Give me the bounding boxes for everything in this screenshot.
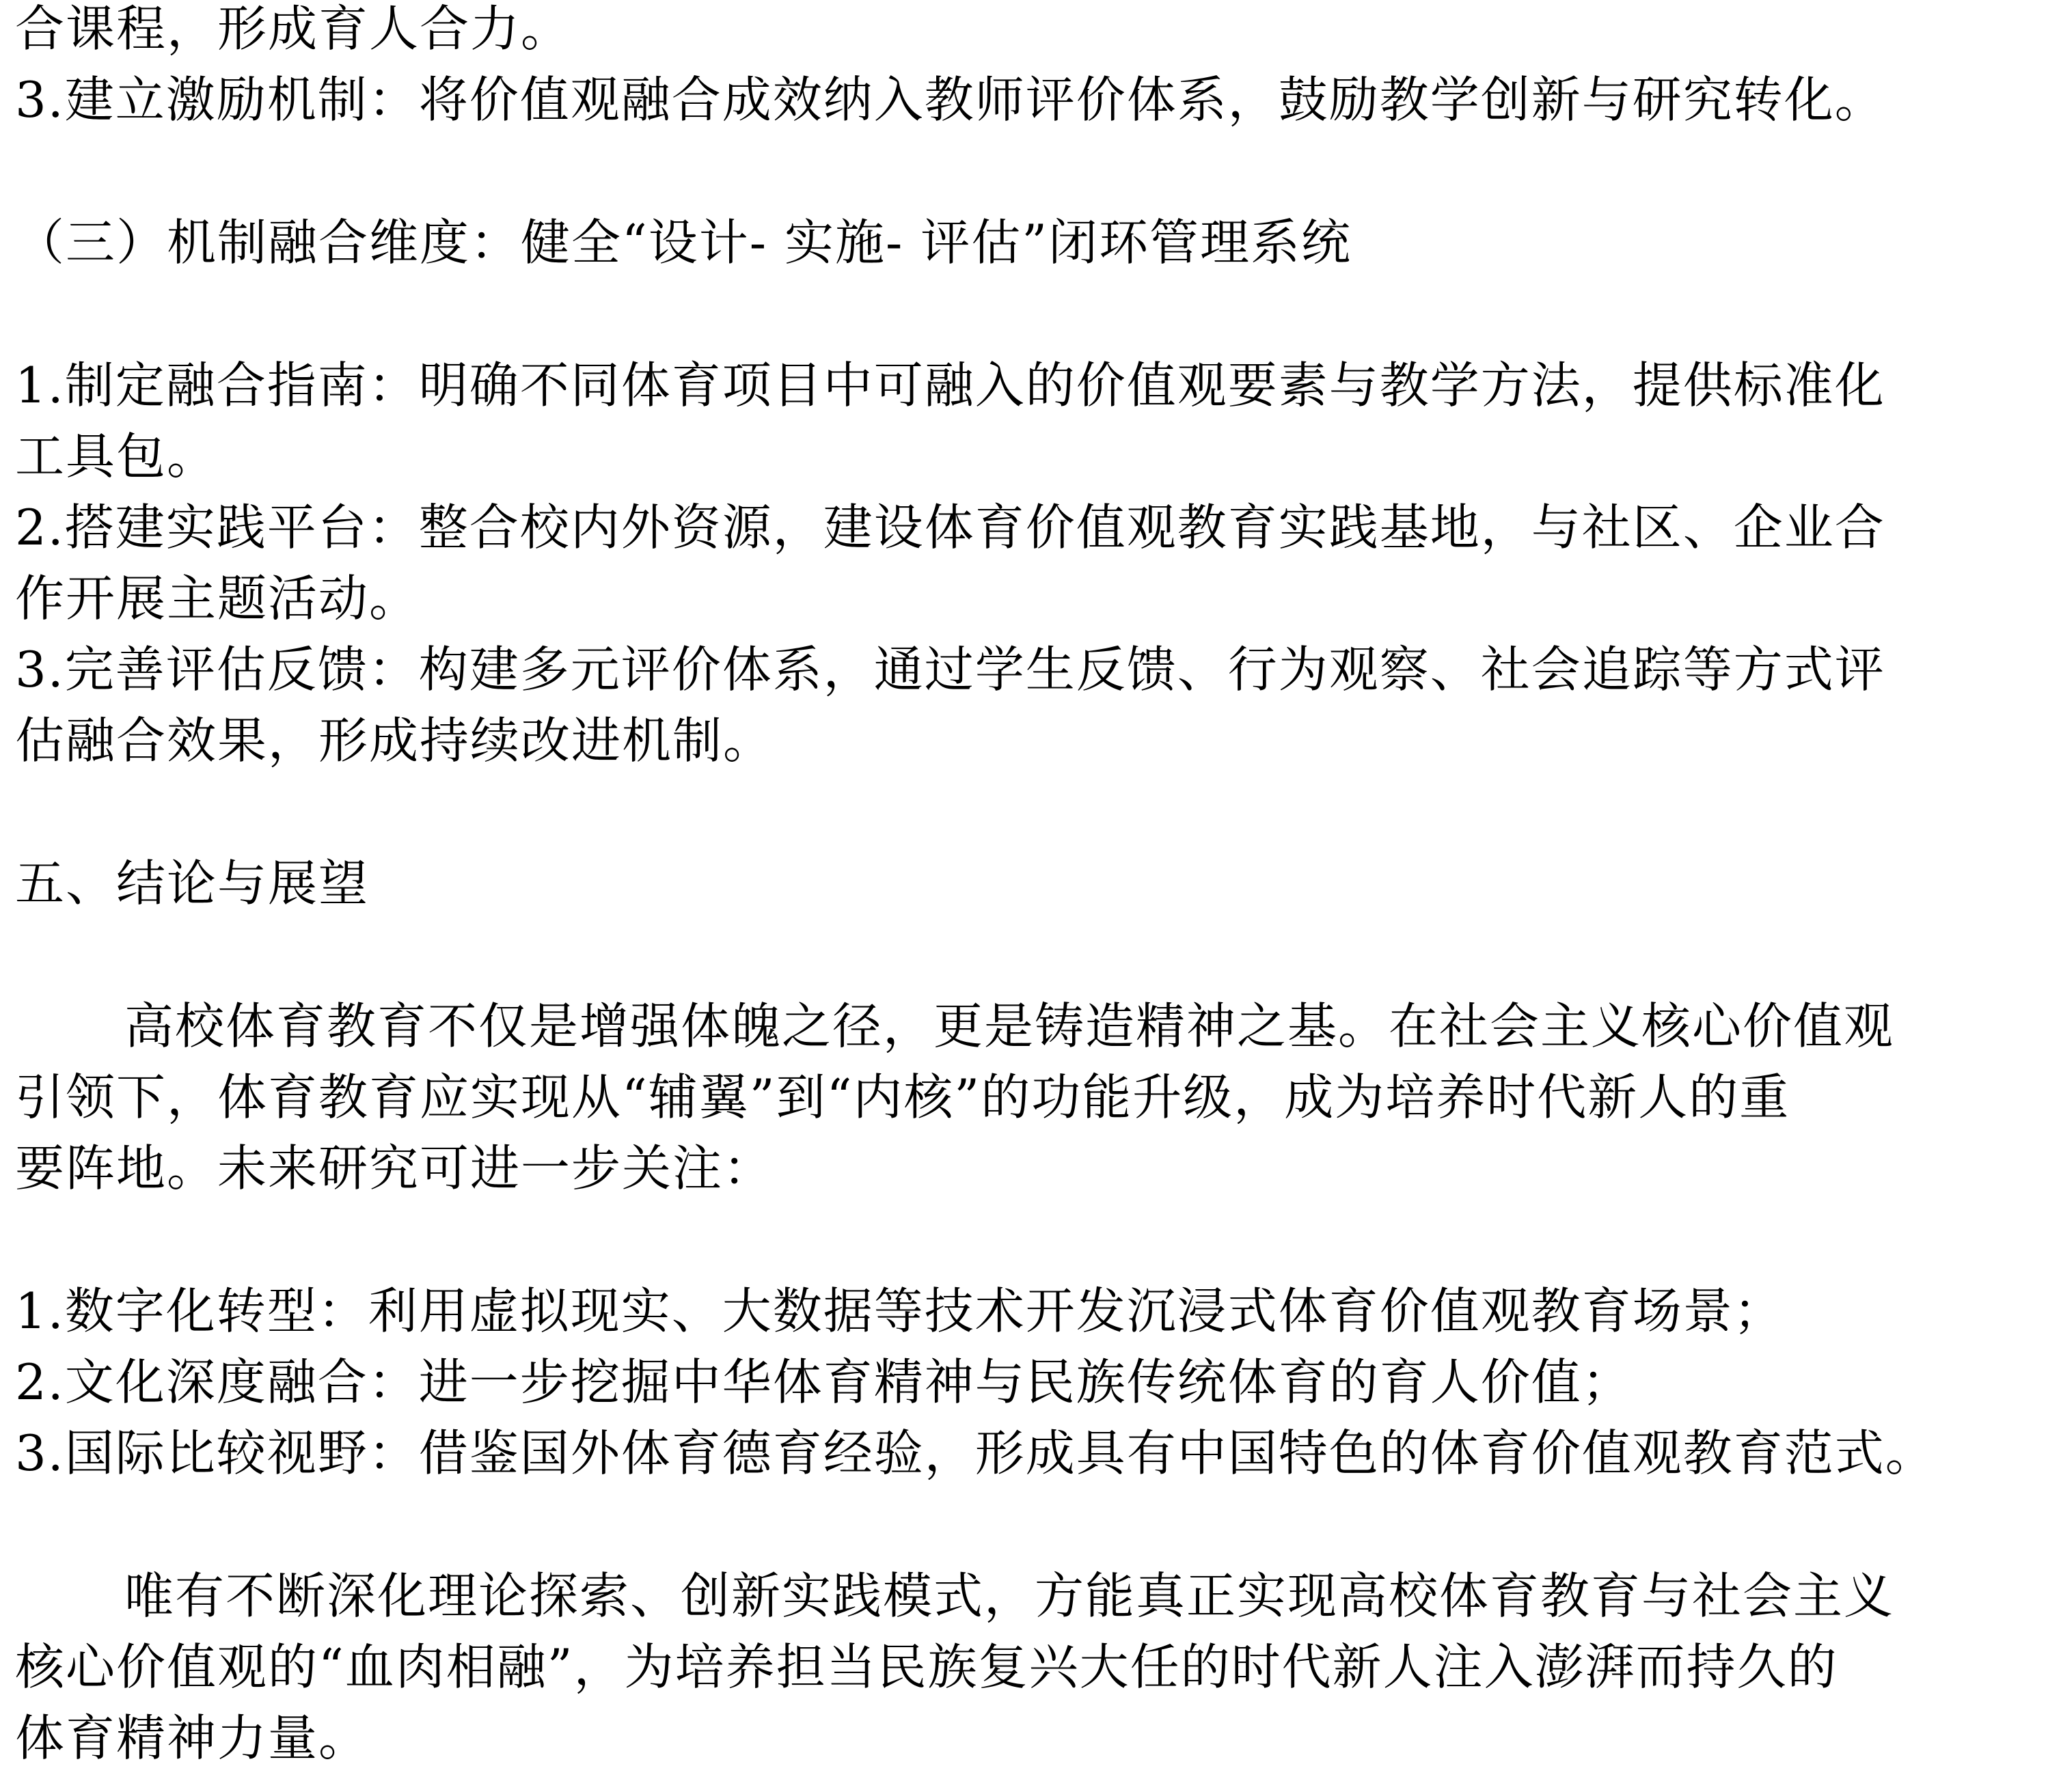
- text-line: 估融合效果，形成持续改进机制。: [15, 712, 774, 769]
- list-item: 3.建立激励机制：将价值观融合成效纳入教师评价体系，鼓励教学创新与研究转化。: [15, 71, 1885, 128]
- list-item: 2.文化深度融合：进一步挖掘中华体育精神与民族传统体育的育人价值；: [15, 1353, 1633, 1411]
- paragraph-line: 要阵地。未来研究可进一步关注：: [15, 1140, 774, 1197]
- list-item: 2.搭建实践平台：整合校内外资源，建设体育价值观教育实践基地，与社区、企业合: [15, 499, 1885, 556]
- chapter-heading: 五、结论与展望: [15, 855, 370, 912]
- paragraph-line: 核心价值观的“血肉相融”，为培养担当民族复兴大任的时代新人注入澎湃而持久的: [15, 1638, 1838, 1696]
- paragraph-line: 唯有不断深化理论探索、创新实践模式，方能真正实现高校体育教育与社会主义: [124, 1567, 1895, 1625]
- text-line: 工具包。: [15, 428, 218, 485]
- text-line: 合课程，形成育人合力。: [15, 0, 572, 57]
- text-line: 作开展主题活动。: [15, 570, 420, 627]
- paragraph-line: 引领下，体育教育应实现从“辅翼”到“内核”的功能升级，成为培养时代新人的重: [15, 1069, 1790, 1126]
- section-heading: （三）机制融合维度：健全“设计- 实施- 评估”闭环管理系统: [15, 214, 1352, 271]
- list-item: 3.完善评估反馈：构建多元评价体系，通过学生反馈、行为观察、社会追踪等方式评: [15, 641, 1885, 698]
- paragraph-line: 体育精神力量。: [15, 1709, 370, 1767]
- list-item: 1.制定融合指南：明确不同体育项目中可融入的价值观要素与教学方法，提供标准化: [15, 357, 1885, 414]
- paragraph-line: 高校体育教育不仅是增强体魄之径，更是铸造精神之基。在社会主义核心价值观: [124, 997, 1895, 1055]
- list-item: 1.数字化转型：利用虚拟现实、大数据等技术开发沉浸式体育价值观教育场景；: [15, 1282, 1784, 1340]
- list-item: 3.国际比较视野：借鉴国外体育德育经验，形成具有中国特色的体育价值观教育范式。: [15, 1424, 1936, 1482]
